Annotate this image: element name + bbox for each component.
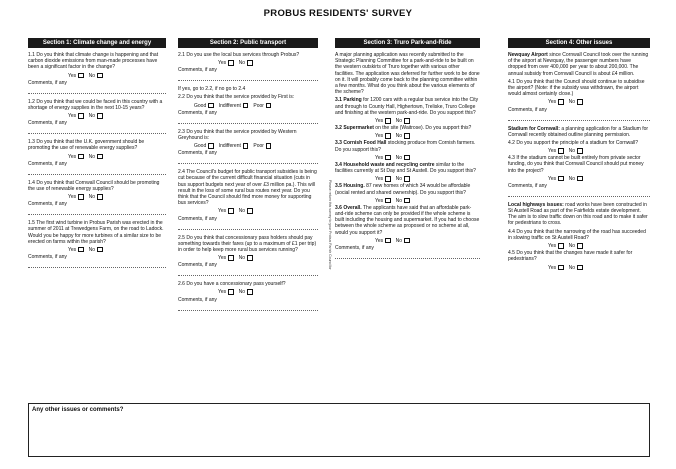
- question-3-5: 3.5 Housing. 87 new homes of which 34 would be affordable (social rented and shared ownership). Do you support this?: [335, 183, 471, 196]
- rating-row: Good Indifferent Poor: [178, 103, 318, 110]
- section-public-transport: [178, 38, 318, 416]
- yes-no-row: Yes No: [178, 289, 318, 296]
- yes-no-row: Yes No: [335, 176, 480, 183]
- no-checkbox[interactable]: [577, 265, 583, 271]
- yes-checkbox[interactable]: [558, 243, 564, 249]
- question-1-1: 1.1 Do you think that climate change is happening and that carbon dioxide emissions from man-made processes have been a significant factor in the change?: [28, 52, 159, 71]
- yes-no-row: Yes No: [335, 198, 480, 205]
- no-checkbox[interactable]: [97, 113, 103, 119]
- poor-checkbox[interactable]: [266, 103, 272, 109]
- section-header: Section 2: Public transport: [178, 38, 318, 48]
- yes-checkbox[interactable]: [78, 247, 84, 253]
- yes-no-row: Yes No: [508, 243, 650, 250]
- yes-checkbox[interactable]: [385, 155, 391, 161]
- question-2-5: 2.5 Do you think that concessionary pass holders should pay something towards their fares (up to a maximum of £1 per trip) in order to help keep more rural bus services running?: [178, 234, 317, 253]
- comments-label: Comments, if any: [178, 296, 217, 303]
- comments-label: Comments, if any: [335, 244, 374, 251]
- comments-line[interactable]: [335, 252, 480, 259]
- question-2-2: 2.2 Do you think that the service provided by First is:: [178, 94, 295, 101]
- yes-no-row: Yes No: [28, 113, 166, 120]
- question-4-3: 4.3 If the stadium cannot be built entirely from private sector funding, do you think that Cornwall Council should put money into the project?: [508, 155, 644, 174]
- comments-line[interactable]: [28, 168, 166, 175]
- yes-no-row: Yes No: [335, 155, 480, 162]
- comments-line[interactable]: [28, 127, 166, 134]
- comments-label: Comments, if any: [178, 67, 217, 74]
- yes-no-row: Yes No: [178, 208, 318, 215]
- comments-line[interactable]: [508, 190, 650, 197]
- comments-line[interactable]: [28, 87, 166, 94]
- no-checkbox[interactable]: [247, 208, 253, 214]
- yes-no-row: Yes No: [335, 118, 480, 125]
- no-checkbox[interactable]: [577, 243, 583, 249]
- comments-line[interactable]: [508, 114, 650, 121]
- section-header: Section 1: Climate change and energy: [28, 38, 166, 48]
- yes-checkbox[interactable]: [228, 289, 234, 295]
- yes-checkbox[interactable]: [558, 99, 564, 105]
- no-checkbox[interactable]: [577, 99, 583, 105]
- airport-intro: Newquay Airport since Cornwall Council took over the running of the airport at Newquay, the passenger numbers have dropped from over 400,000 per year to about 200,000. The annual subsidy from Cornwall Council is about £4 million.: [508, 52, 649, 77]
- comments-label: Comments, if any: [28, 79, 67, 86]
- comments-label: Comments, if any: [28, 160, 67, 167]
- question-2-6: 2.6 Do you have a concessionary pass yourself?: [178, 281, 286, 288]
- question-2-4: 2.4 The Council's budget for public transport subsidies is being cut because of the current difficult financial situation (cuts in bus support budgets next year of over £3 million pa.). This will result in the loss of some rural bus routes next year. Do you think that the Council should find more money for supporting bus services?: [178, 169, 317, 207]
- comments-label: Comments, if any: [28, 201, 67, 208]
- yes-checkbox[interactable]: [385, 198, 391, 204]
- poor-checkbox[interactable]: [266, 143, 272, 149]
- question-1-4: 1.4 Do you think that Cornwall Council should be promoting the use of renewable energy supplies?: [28, 179, 160, 192]
- comments-line[interactable]: [178, 157, 318, 164]
- comments-line[interactable]: [178, 269, 318, 276]
- no-checkbox[interactable]: [404, 133, 410, 139]
- section-header: Section 3: Truro Park-and-Ride: [335, 38, 480, 48]
- yes-no-row: Yes No: [178, 255, 318, 262]
- stadium-intro: Stadium for Cornwall: a planning application for a Stadium for Cornwall recently obtained outline planning permission.: [508, 125, 649, 138]
- yes-no-row: Yes No: [178, 60, 318, 67]
- yes-checkbox[interactable]: [385, 133, 391, 139]
- comments-line[interactable]: [178, 304, 318, 311]
- highways-intro: Local highways issues: road works have been constructed in St Austell Road as part of the Fairfields estate development. The aim is to slow traffic down on this road and to make it safer for pedestrians to cross.: [508, 201, 648, 227]
- yes-no-row: Yes No: [28, 73, 166, 80]
- yes-checkbox[interactable]: [558, 265, 564, 271]
- yes-checkbox[interactable]: [558, 176, 564, 182]
- section-climate-energy: [28, 38, 166, 416]
- no-checkbox[interactable]: [97, 194, 103, 200]
- yes-no-row: Yes No: [28, 194, 166, 201]
- question-3-2: 3.2 Supermarket on the site (Waitrose). Do you support this?: [335, 125, 472, 132]
- yes-checkbox[interactable]: [385, 176, 391, 182]
- comments-label: Comments, if any: [28, 120, 67, 127]
- comments-line[interactable]: [178, 117, 318, 124]
- question-4-4: 4.4 Do you think that the narrowing of the road has succeeded in slowing traffic on St Austell Road?: [508, 228, 646, 241]
- question-1-3: 1.3 Do you think that the U.K. government should be promoting the use of renewable energy supplies?: [28, 139, 145, 152]
- yes-no-row: Yes No: [335, 238, 480, 245]
- yes-checkbox[interactable]: [228, 255, 234, 261]
- question-1-2: 1.2 Do you think that we could be faced in this country with a shortage of energy supplies in the next 10-15 years?: [28, 98, 163, 111]
- no-checkbox[interactable]: [404, 118, 410, 124]
- routing-note: If yes, go to 2.2, if no go to 2.4: [178, 86, 246, 93]
- yes-no-row: Yes No: [335, 133, 480, 140]
- yes-checkbox[interactable]: [78, 73, 84, 79]
- yes-checkbox[interactable]: [558, 148, 564, 154]
- no-checkbox[interactable]: [247, 255, 253, 261]
- indifferent-checkbox[interactable]: [243, 103, 249, 109]
- yes-checkbox[interactable]: [78, 154, 84, 160]
- question-4-1: 4.1 Do you think that the Council should continue to subsidise the airport? (Note: if the subsidy was withdrawn, the airport would almost certainly close.): [508, 78, 645, 98]
- page-title: PROBUS RESIDENTS' SURVEY: [263, 8, 413, 19]
- rating-row: Good Indifferent Poor: [178, 143, 318, 150]
- no-checkbox[interactable]: [247, 289, 253, 295]
- comments-line[interactable]: [178, 223, 318, 230]
- no-checkbox[interactable]: [577, 176, 583, 182]
- question-4-2: 4.2 Do you support the principle of a stadium for Cornwall?: [508, 139, 639, 146]
- question-3-6: 3.6 Overall. The applicants have said that an affordable park-and-ride scheme can only be provided if the whole scheme is built including the housing and supermarket. If you had to choose between the whole scheme as proposed or no scheme at all, would you support it?: [335, 204, 480, 236]
- question-2-1: 2.1 Do you use the local bus services through Probus?: [178, 52, 300, 58]
- comments-label: Comments, if any: [178, 150, 217, 157]
- no-checkbox[interactable]: [97, 247, 103, 253]
- comments-label: Comments, if any: [28, 254, 67, 261]
- comments-line[interactable]: [178, 74, 318, 81]
- no-checkbox[interactable]: [404, 155, 410, 161]
- section-park-and-ride: [335, 38, 480, 416]
- no-checkbox[interactable]: [577, 148, 583, 154]
- question-3-3: 3.3 Cornish Food Hall stocking produce from Cornish farmers. Do you support this?: [335, 140, 476, 153]
- yes-checkbox[interactable]: [228, 60, 234, 66]
- comments-label: Comments, if any: [178, 262, 217, 269]
- yes-checkbox[interactable]: [385, 238, 391, 244]
- yes-checkbox[interactable]: [78, 194, 84, 200]
- no-checkbox[interactable]: [97, 154, 103, 160]
- other-comments-label: Any other issues or comments?: [32, 407, 124, 413]
- yes-no-row: Yes No: [508, 265, 650, 272]
- section-other-issues: [508, 38, 650, 416]
- section-header: Section 4: Other issues: [508, 38, 650, 48]
- yes-no-row: Yes No: [508, 148, 650, 155]
- no-checkbox[interactable]: [404, 238, 410, 244]
- yes-no-row: Yes No: [28, 247, 166, 254]
- no-checkbox[interactable]: [404, 176, 410, 182]
- comments-label: Comments, if any: [508, 106, 547, 113]
- indifferent-checkbox[interactable]: [243, 143, 249, 149]
- section-intro: A major planning application was recently submitted to the Strategic Planning Committee for a park-and-ride to be built on the western outskirts of Truro together with various other facilities. The application was deferred for further work to be done on it. It will probably come back to the planning committee within a few months. What do you think about the various elements of the scheme?: [335, 52, 480, 96]
- comments-label: Comments, if any: [178, 215, 217, 222]
- margin-note: Please return this survey to your Probus Parish Councillor: [328, 180, 332, 270]
- good-checkbox[interactable]: [208, 103, 214, 109]
- comments-line[interactable]: [28, 261, 166, 268]
- yes-checkbox[interactable]: [78, 113, 84, 119]
- question-4-5: 4.5 Do you think that the changes have made it safer for pedestrians?: [508, 250, 633, 263]
- good-checkbox[interactable]: [208, 143, 214, 149]
- yes-checkbox[interactable]: [228, 208, 234, 214]
- question-3-1: 3.1 Parking for 1200 cars with a regular bus service into the City and through to County Hall, Highertown, Treliske, Truro College and finishing at the western park-and-ride. Do you support this?: [335, 97, 479, 116]
- comments-line[interactable]: [28, 208, 166, 215]
- yes-no-row: Yes No: [28, 154, 166, 161]
- question-1-5: 1.5 The first wind turbine in Probus Parish was erected in the summer of 2011 at Trewedgens Farm, on the road to Ladock. Would you be happy for more turbines of a similar size to be erected on farms within the parish?: [28, 220, 164, 245]
- yes-no-row: Yes No: [508, 99, 650, 106]
- no-checkbox[interactable]: [247, 60, 253, 66]
- other-comments-box[interactable]: [28, 403, 650, 457]
- comments-label: Comments, if any: [178, 109, 217, 116]
- question-2-3: 2.3 Do you think that the service provided by Western Greyhound is:: [178, 128, 297, 141]
- no-checkbox[interactable]: [97, 73, 103, 79]
- no-checkbox[interactable]: [404, 198, 410, 204]
- yes-checkbox[interactable]: [385, 118, 391, 124]
- comments-label: Comments, if any: [508, 182, 547, 189]
- question-3-4: 3.4 Household waste and recycling centre similar to the facilities currently at St Day and St Austell. Do you support this?: [335, 161, 476, 175]
- yes-no-row: Yes No: [508, 176, 650, 183]
